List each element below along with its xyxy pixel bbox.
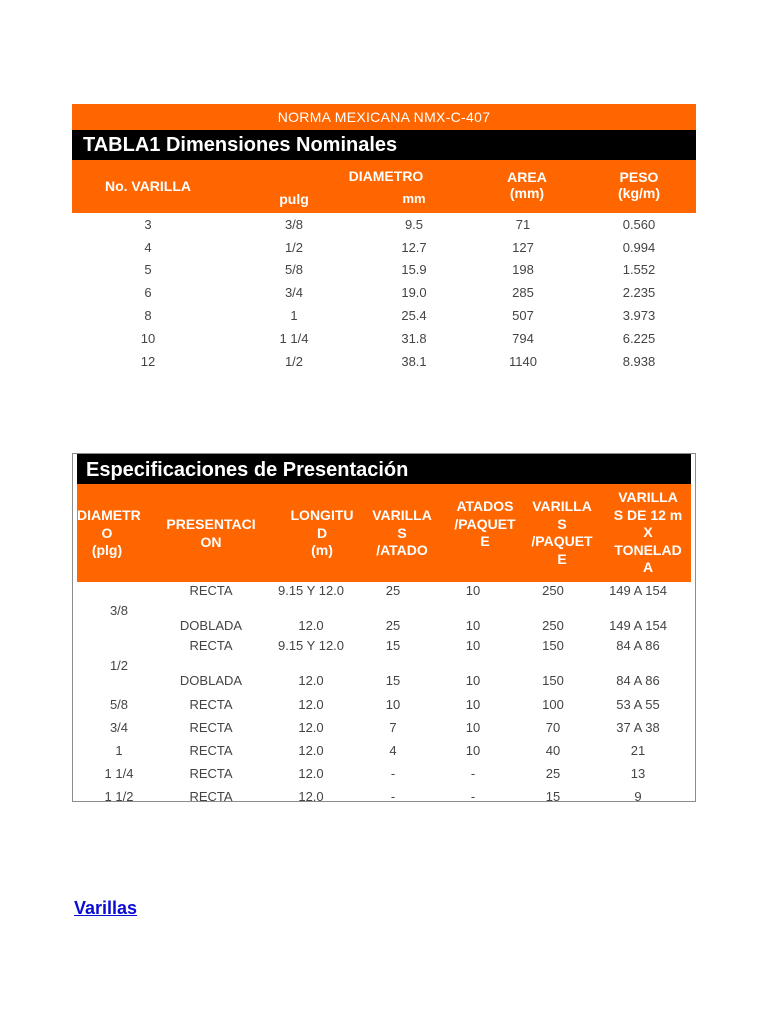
table-cell: 38.1: [401, 353, 427, 369]
table-cell: 25: [385, 618, 401, 633]
header-longitud: [277, 507, 367, 560]
table-cell: 10: [465, 618, 481, 633]
table-cell: 100: [542, 697, 564, 712]
table-cell: 285: [512, 285, 534, 301]
diametro-cell: 1 1/2: [104, 789, 134, 804]
header-line: D: [316, 524, 328, 541]
header-peso-unit: (kg/m): [618, 185, 660, 201]
table1-body: [72, 213, 696, 373]
table-row: [72, 327, 696, 350]
table-cell: 53 A 55: [616, 697, 660, 712]
table-row: [77, 668, 691, 693]
header-pulg: pulg: [279, 191, 309, 207]
table-row: [72, 259, 696, 282]
table-cell: -: [390, 789, 396, 804]
table-cell: 71: [515, 216, 531, 232]
header-line: O: [101, 524, 113, 541]
table-cell: 3/8: [284, 216, 304, 232]
table-especificaciones-presentacion: [72, 453, 696, 802]
header-varillas-paquete: [522, 498, 602, 568]
table2-title: Especificaciones de Presentación: [77, 454, 691, 484]
table-cell: 250: [542, 618, 564, 633]
header-line: /PAQUET: [531, 533, 593, 549]
table-row: [77, 785, 691, 808]
table-row: [72, 236, 696, 259]
table-cell: 12.0: [298, 673, 324, 688]
table-row: [77, 762, 691, 785]
header-varilla: No. VARILLA: [104, 178, 192, 194]
table-cell: 12.7: [401, 239, 427, 255]
table-cell: RECTA: [189, 743, 233, 758]
table-row: [77, 716, 691, 739]
table2-body: [77, 583, 691, 808]
header-line: VARILLA: [618, 489, 678, 505]
table-row: [77, 638, 691, 668]
table-cell: 15: [385, 673, 401, 688]
diametro-cell: 1 1/4: [104, 766, 134, 781]
table-cell: 250: [542, 583, 564, 598]
table2-header-row: [77, 484, 691, 582]
header-line: (plg): [91, 542, 123, 558]
table-cell: 8.938: [622, 353, 656, 369]
table-cell: 149 A 154: [609, 618, 667, 633]
header-line: S DE 12 m: [613, 506, 683, 523]
table-cell: 12.0: [298, 789, 324, 804]
table-cell: 12: [140, 353, 156, 369]
table1-header-row: [72, 160, 696, 213]
header-varillas-atado: [364, 507, 440, 560]
table-cell: RECTA: [189, 638, 233, 653]
diametro-cell: 1/2: [109, 658, 129, 673]
table-cell: 19.0: [401, 285, 427, 301]
table-cell: 198: [512, 262, 534, 278]
table-cell: 1 1/4: [279, 330, 309, 346]
header-peso-label: PESO: [619, 169, 659, 185]
header-diametro: DIAMETRO: [348, 168, 424, 184]
table-cell: 25: [385, 583, 401, 598]
table1-title: TABLA1 Dimensiones Nominales: [72, 130, 696, 160]
table-cell: 12.0: [298, 720, 324, 735]
varillas-link[interactable]: Varillas: [74, 898, 138, 918]
header-varillas-tonelada: [603, 489, 693, 577]
table-cell: 1140: [509, 353, 537, 369]
table-cell: 15.9: [401, 262, 427, 278]
diametro-cell: 3/8: [109, 603, 129, 618]
table-cell: -: [390, 766, 396, 781]
header-line: PRESENTACI: [166, 516, 256, 532]
table-row: [77, 583, 691, 613]
table-cell: 127: [512, 239, 534, 255]
table-cell: 10: [140, 330, 156, 346]
diametro-cell: 5/8: [109, 697, 129, 712]
table-cell: 84 A 86: [616, 638, 660, 653]
table-row: [77, 693, 691, 716]
table-cell: 10: [465, 697, 481, 712]
header-mm: mm: [402, 191, 426, 206]
header-line: /ATADO: [376, 542, 428, 558]
header-line: S: [397, 524, 407, 541]
table-cell: 5/8: [284, 262, 304, 278]
table-cell: 10: [465, 720, 481, 735]
table-cell: 794: [512, 330, 534, 346]
diametro-cell: 3/4: [109, 720, 129, 735]
table-cell: 4: [144, 239, 152, 255]
table-row: [72, 281, 696, 304]
header-area-label: AREA: [507, 169, 547, 185]
table-cell: 12.0: [298, 697, 324, 712]
header-diametro-plg: [77, 507, 141, 560]
header-line: VARILLA: [532, 498, 592, 514]
table-cell: 25: [545, 766, 561, 781]
table-cell: 5: [144, 262, 152, 278]
header-line: DIAMETR: [77, 507, 141, 523]
table-cell: 3: [144, 216, 152, 232]
table-cell: 1.552: [622, 262, 656, 278]
header-presentacion: [164, 516, 258, 551]
header-line: TONELAD: [614, 541, 682, 558]
header-area: [472, 169, 582, 201]
table-cell: 9.15 Y 12.0: [277, 583, 345, 598]
table-cell: 0.560: [622, 216, 656, 232]
table-cell: 1/2: [284, 239, 304, 255]
table-cell: DOBLADA: [179, 673, 243, 688]
table-cell: RECTA: [189, 583, 233, 598]
table-cell: 8: [144, 308, 152, 324]
table-cell: 25.4: [401, 308, 427, 324]
header-line: A: [642, 559, 654, 575]
table-cell: 9.5: [404, 216, 424, 232]
table-cell: 15: [385, 638, 401, 653]
header-line: E: [557, 550, 567, 567]
table-cell: 12.0: [298, 743, 324, 758]
table-cell: 84 A 86: [616, 673, 660, 688]
table-cell: 12.0: [298, 618, 324, 633]
table-cell: 31.8: [401, 330, 427, 346]
table-cell: 1: [290, 308, 298, 324]
table-cell: 15: [545, 789, 561, 804]
table-cell: 4: [389, 743, 397, 758]
header-line: ON: [200, 533, 222, 550]
table-cell: 10: [385, 697, 401, 712]
header-line: /PAQUET: [454, 515, 516, 532]
table-cell: 3.973: [622, 308, 656, 324]
table-cell: RECTA: [189, 789, 233, 804]
table-cell: 2.235: [622, 285, 656, 301]
table-cell: 70: [545, 720, 561, 735]
header-line: (m): [311, 542, 333, 558]
header-line: VARILLA: [372, 507, 432, 523]
table-row: [77, 613, 691, 638]
table-cell: 10: [465, 583, 481, 598]
table-row: [77, 739, 691, 762]
table-cell: RECTA: [189, 720, 233, 735]
table-cell: 10: [465, 638, 481, 653]
table-cell: -: [470, 789, 476, 804]
table-cell: 1/2: [284, 353, 304, 369]
table-row: [72, 350, 696, 373]
table-cell: 0.994: [622, 239, 656, 255]
norma-header: NORMA MEXICANA NMX-C-407: [72, 104, 696, 130]
table-cell: 10: [465, 743, 481, 758]
table-row: [72, 304, 696, 327]
table-cell: 37 A 38: [616, 720, 660, 735]
table-cell: 9: [634, 789, 642, 804]
header-line: S: [557, 515, 567, 532]
diametro-cell: 1: [115, 743, 123, 758]
table-cell: 7: [389, 720, 397, 735]
header-area-unit: (mm): [509, 185, 545, 201]
table-cell: 6: [144, 285, 152, 301]
table-cell: 21: [630, 743, 646, 758]
table-cell: 150: [542, 673, 564, 688]
table-cell: DOBLADA: [179, 618, 243, 633]
table-cell: 507: [512, 308, 534, 324]
table-cell: 3/4: [284, 285, 304, 301]
table-cell: RECTA: [189, 766, 233, 781]
header-line: LONGITU: [290, 507, 354, 523]
table-cell: 6.225: [622, 330, 656, 346]
table-cell: 150: [542, 638, 564, 653]
table-cell: 10: [465, 673, 481, 688]
header-line: X: [643, 524, 653, 540]
table-cell: 9.15 Y 12.0: [277, 638, 345, 653]
table-cell: 13: [630, 766, 646, 781]
table-cell: -: [470, 766, 476, 781]
table-cell: 12.0: [298, 766, 324, 781]
table-row: [72, 213, 696, 236]
header-line: ATADOS: [456, 498, 514, 514]
table-cell: 40: [545, 743, 561, 758]
table-cell: RECTA: [189, 697, 233, 712]
header-peso: [582, 169, 696, 201]
header-atados-paquete: [445, 498, 525, 551]
header-line: E: [480, 533, 490, 549]
table-cell: 149 A 154: [609, 583, 667, 598]
table-dimensiones-nominales: [72, 104, 696, 373]
